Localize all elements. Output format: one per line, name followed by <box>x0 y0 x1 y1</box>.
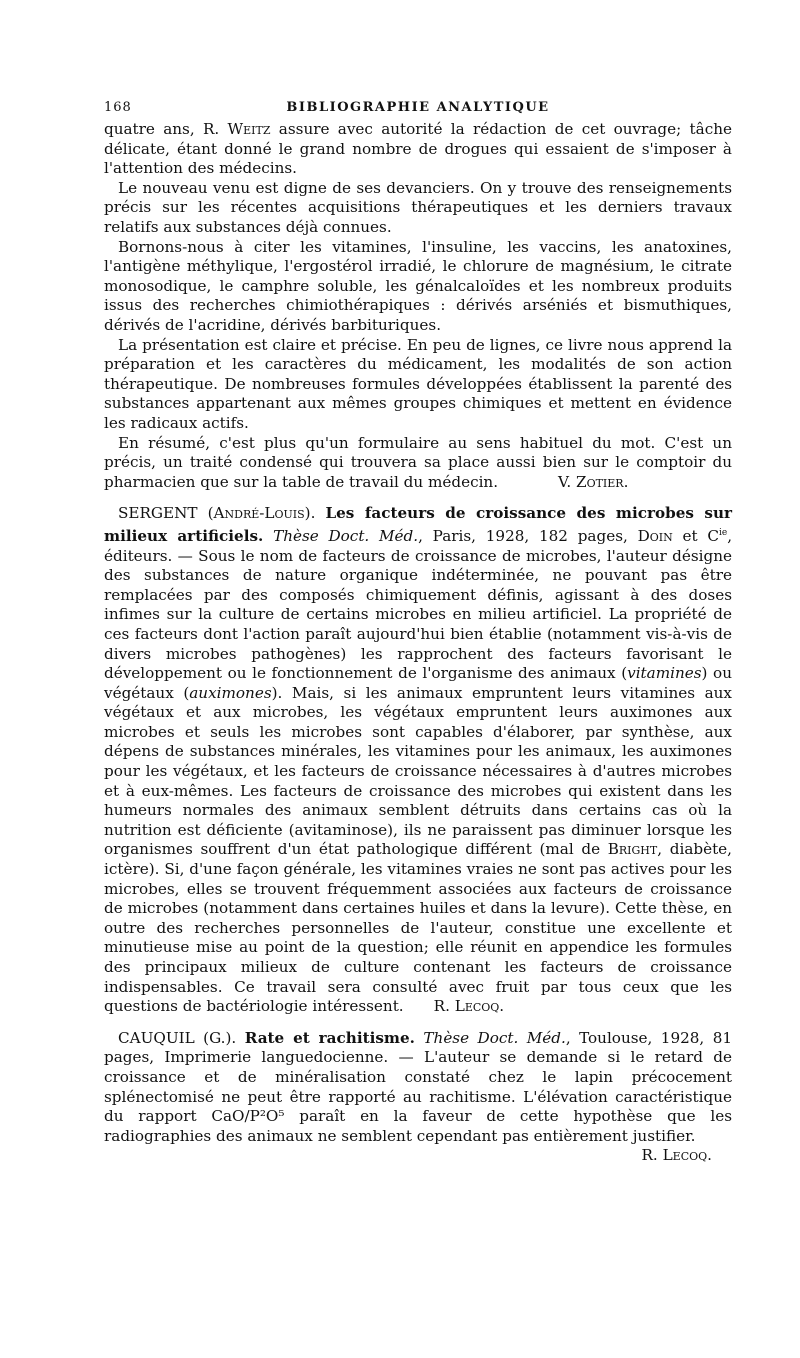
signature-initial: V. <box>558 472 577 491</box>
text-run: , éditeurs. — Sous le nom de facteurs de croissance de microbes, l'auteur désigne des substances de nature organique indéterminée, ne pouvant pas être remplacées par des composés chimiquement définis, agissant à des doses infimes sur la culture de certains microbes en milieu artificiel. La propriété de ces facteurs dont l'action paraît aujourd'hui bien établie (notamment vis-à-vis de divers microbes pathogènes) les rapprochent des facteurs favorisant le développement ou le fonctionnement de l'organisme des animaux ( <box>104 526 733 683</box>
review-2-title: Les facteurs de croissance des microbes sur milieux artificiels. <box>104 504 733 545</box>
review-2-author: SERGENT <box>118 504 198 523</box>
italic-term: auximones <box>189 683 272 702</box>
person-name-bright: Bright <box>607 840 658 859</box>
signature-initial: R. <box>641 1146 663 1165</box>
text-run: ) ou végétaux ( <box>104 664 732 702</box>
review-1 <box>104 120 732 492</box>
text-run: , Toulouse, 1928, 81 pages, Imprimerie languedocienne. — L'auteur se demande si le retard de croissance et de minéralisation constaté chez le lapin précocement splénectomisé ne peut être rapporté au rachitisme. L'élévation caractéristique du rapport CaO/P²O⁵ paraît en la faveur de cette hypothèse que les radiographies des animaux ne semblent cependant pas entièrement justifier. <box>104 1028 733 1145</box>
review-1-paragraph-4: La présentation est claire et précise. En peu de lignes, ce livre nous apprend la préparation et les caractères du médicament, les modalités de son action thérapeutique. De nombreuses formules développées établissent la parenté des substances appartenant aux mêmes groupes chimiques et mettent en évidence les radicaux actifs. <box>104 335 732 432</box>
text-run: En résumé, c'est plus qu'un formulaire au sens habituel du mot. C'est un précis, un traité condensé qui trouvera sa place aussi bien sur le comptoir du pharmacien que sur la table de travail du médecin. <box>104 433 732 491</box>
text-run: ). Mais, si les animaux empruntent leurs vitamines aux végétaux et aux microbes, les végétaux empruntent leurs auximones aux microbes et seuls les microbes sont capables d'élaborer, par synthèse, aux dépens de substances minérales, les vitamines pour les animaux, les auximones pour les végétaux, et les facteurs de croissance nécessaires à d'autres microbes et à eux-mêmes. Les facteurs de croissance des microbes qui existent dans les humeurs normales des animaux semblent détruits dans certains cas où la nutrition est déficiente (avitaminose), ils ne paraissent pas diminuer lorsque les organismes souffrent d'un état pathologique différent (mal de <box>104 683 732 859</box>
signature-name: Lecoq. <box>454 997 505 1016</box>
italic-term: vitamines <box>627 664 702 683</box>
text-run: , diabète, ictère). Si, d'une façon générale, les vitamines vraies ne sont pas actives pour les microbes, elles se trouvent fréquemment associées aux facteurs de croissance de microbes (notamment dans certaines huiles et dans la levure). Cette thèse, en outre des recherches personnelles de l'auteur, constitue une excellente et minutieuse mise au point de la question; elle réunit en appendice les formules des principaux milieux de culture contenant les facteurs de croissance indispensables. Ce travail sera consulté avec fruit par tous ceux que les questions de bactériologie intéressent. <box>104 840 732 1016</box>
review-3-paragraph <box>104 1029 732 1147</box>
document-page <box>104 96 732 1166</box>
review-1-paragraph-1 <box>104 120 732 179</box>
review-3-title: Rate et rachitisme. <box>244 1028 415 1047</box>
review-3-author: CAUQUIL (G.). <box>118 1028 237 1047</box>
page-header <box>104 96 732 120</box>
review-2-signature <box>434 997 505 1015</box>
signature-name: Zotier. <box>576 472 629 491</box>
review-1-paragraph-5 <box>104 434 732 493</box>
text-run: , Paris, 1928, 182 pages, <box>418 526 638 545</box>
text-run: quatre ans, R. <box>104 120 228 138</box>
review-2 <box>104 504 732 1017</box>
signature-initial: R. <box>433 997 455 1016</box>
page-number: 168 <box>104 100 132 115</box>
text-run: et C <box>672 526 719 545</box>
signature-name: Lecoq. <box>662 1146 712 1165</box>
review-3-thesis: Thèse Doct. Méd. <box>423 1028 566 1047</box>
review-2-paragraph <box>104 504 732 1017</box>
publisher-name: Doin <box>637 526 673 545</box>
review-1-paragraph-2: Le nouveau venu est digne de ses devanciers. On y trouve des renseignements précis sur les récentes acquisitions thérapeutiques et les derniers travaux relatifs aux substances déjà connues. <box>104 178 732 236</box>
running-head: BIBLIOGRAPHIE ANALYTIQUE <box>286 100 550 115</box>
review-2-author-first: (André-Louis). <box>207 504 316 523</box>
text-run: assure avec autorité la rédaction de cet ouvrage; tâche délicate, étant donné le grand nombre de drogues qui essaient de s'imposer à l'attention des médecins. <box>104 120 732 178</box>
review-1-paragraph-3: Bornons-nous à citer les vitamines, l'insuline, les vaccins, les anatoxines, l'antigène méthylique, l'ergostérol irradié, le chlorure de magnésium, le citrate monosodique, le camphre soluble, les génalcaloïdes et les nombreux produits issus des recherches chimiothérapiques : dérivés arséniés et bismuthiques, dérivés de l'acridine, dérivés barbituriques. <box>104 237 732 334</box>
review-3 <box>104 1029 732 1166</box>
superscript: ie <box>718 527 728 538</box>
review-1-signature <box>558 473 628 491</box>
author-name-weitz: Weitz <box>227 120 271 138</box>
review-3-signature <box>104 1146 732 1166</box>
review-2-thesis: Thèse Doct. Méd. <box>273 526 419 545</box>
